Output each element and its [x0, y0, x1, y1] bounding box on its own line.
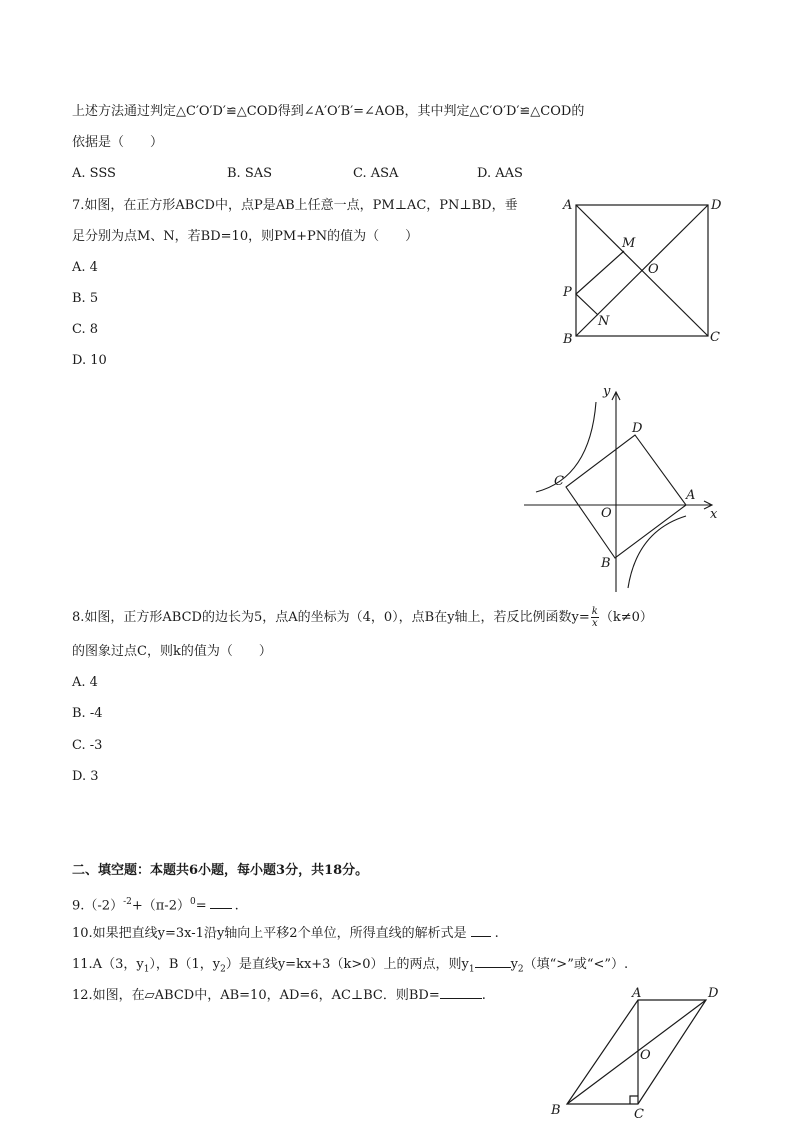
q7-label-a: A: [563, 198, 573, 213]
q9-part-c: =: [195, 898, 207, 914]
section2-heading: 二、填空题：本题共6小题，每小题3分，共18分。: [72, 863, 369, 878]
q8-option-a: A. 4: [72, 675, 98, 690]
q7-label-n: N: [598, 314, 610, 329]
q8-line1-condition: （k≠0）: [599, 610, 653, 625]
q7-label-d: D: [711, 198, 722, 213]
q9-part-a: 9.（-2）: [72, 898, 124, 914]
q7-line2: 足分别为点M、N，若BD=10，则PM+PN的值为（ ）: [72, 229, 419, 244]
q8-line1-text: 8.如图，正方形ABCD的边长为5，点A的坐标为（4，0），点B在y轴上，若反比例函数y=: [72, 610, 590, 625]
q6-option-c: C. ASA: [353, 166, 399, 181]
q8-fraction-denominator: x: [592, 618, 598, 629]
q6-line2: 依据是（ ）: [72, 135, 164, 150]
q7-label-p: P: [563, 285, 572, 300]
q9-exponent-1: -2: [123, 897, 132, 907]
q11-part-e: （填“>”或“<”）.: [523, 957, 629, 972]
q9-part-b: +（π-2）: [131, 898, 190, 914]
q8-label-x: x: [710, 507, 718, 522]
q7-label-o: O: [648, 262, 659, 277]
q7-label-b: B: [563, 332, 573, 347]
q7-line1: 7.如图，在正方形ABCD中，点P是AB上任意一点，PM⊥AC，PN⊥BD，垂: [72, 198, 518, 213]
q8-label-y: y: [603, 384, 611, 399]
q12-label-o: O: [640, 1048, 651, 1063]
q8-fraction-numerator: k: [591, 606, 598, 617]
q6-option-d: D. AAS: [477, 166, 523, 181]
q6-line1: 上述方法通过判定△C′O′D′≌△COD得到∠A′O′B′=∠AOB，其中判定△C′O′D′≌△COD的: [72, 104, 585, 119]
q7-option-b: B. 5: [72, 291, 99, 306]
q12-label-c: C: [634, 1107, 644, 1122]
q8-line2: 的图象过点C，则k的值为（ ）: [72, 644, 272, 659]
q8-label-c: C: [554, 474, 564, 489]
q8-label-o: O: [601, 506, 612, 521]
q10-text: 10.如果把直线y=3x-1沿y轴向上平移2个单位，所得直线的解析式是: [72, 926, 467, 941]
q8-label-d: D: [632, 421, 643, 436]
q6-option-b: B. SAS: [227, 166, 273, 181]
q12-label-d: D: [708, 986, 719, 1001]
q8-option-b: B. -4: [72, 706, 103, 721]
q7-option-a: A. 4: [72, 260, 98, 275]
q8-option-d: D. 3: [72, 769, 99, 784]
q11-sub-1: 1: [143, 964, 150, 975]
q9-exponent-2: 0: [189, 897, 196, 907]
q11-sub-2: 2: [220, 964, 226, 975]
q11-part-c: ）是直线y=kx+3（k>0）上的两点，则y: [225, 957, 469, 972]
q8-label-b: B: [601, 556, 611, 571]
q7-option-c: C. 8: [72, 322, 99, 337]
q11-sub-3: 1: [468, 964, 475, 975]
q8-option-c: C. -3: [72, 738, 103, 753]
q12-text: 12.如图，在▱ABCD中，AB=10，AD=6，AC⊥BC．则BD=: [72, 988, 440, 1003]
q12-label-a: A: [632, 986, 642, 1001]
q11-part-d: y: [510, 957, 518, 972]
q7-label-m: M: [622, 236, 636, 251]
q10-end: .: [494, 926, 499, 941]
q12-label-b: B: [551, 1103, 561, 1118]
q12-end: .: [481, 988, 486, 1003]
q6-option-a: A. SSS: [72, 166, 116, 181]
q8-label-a: A: [686, 488, 696, 503]
q7-option-d: D. 10: [72, 353, 107, 368]
q11-part-b: ），B（1，y: [149, 957, 221, 972]
q11-sub-4: 2: [517, 964, 524, 975]
q7-label-c: C: [710, 330, 720, 345]
q9-part-d: .: [234, 898, 239, 914]
q11-part-a: 11.A（3，y: [72, 957, 144, 972]
